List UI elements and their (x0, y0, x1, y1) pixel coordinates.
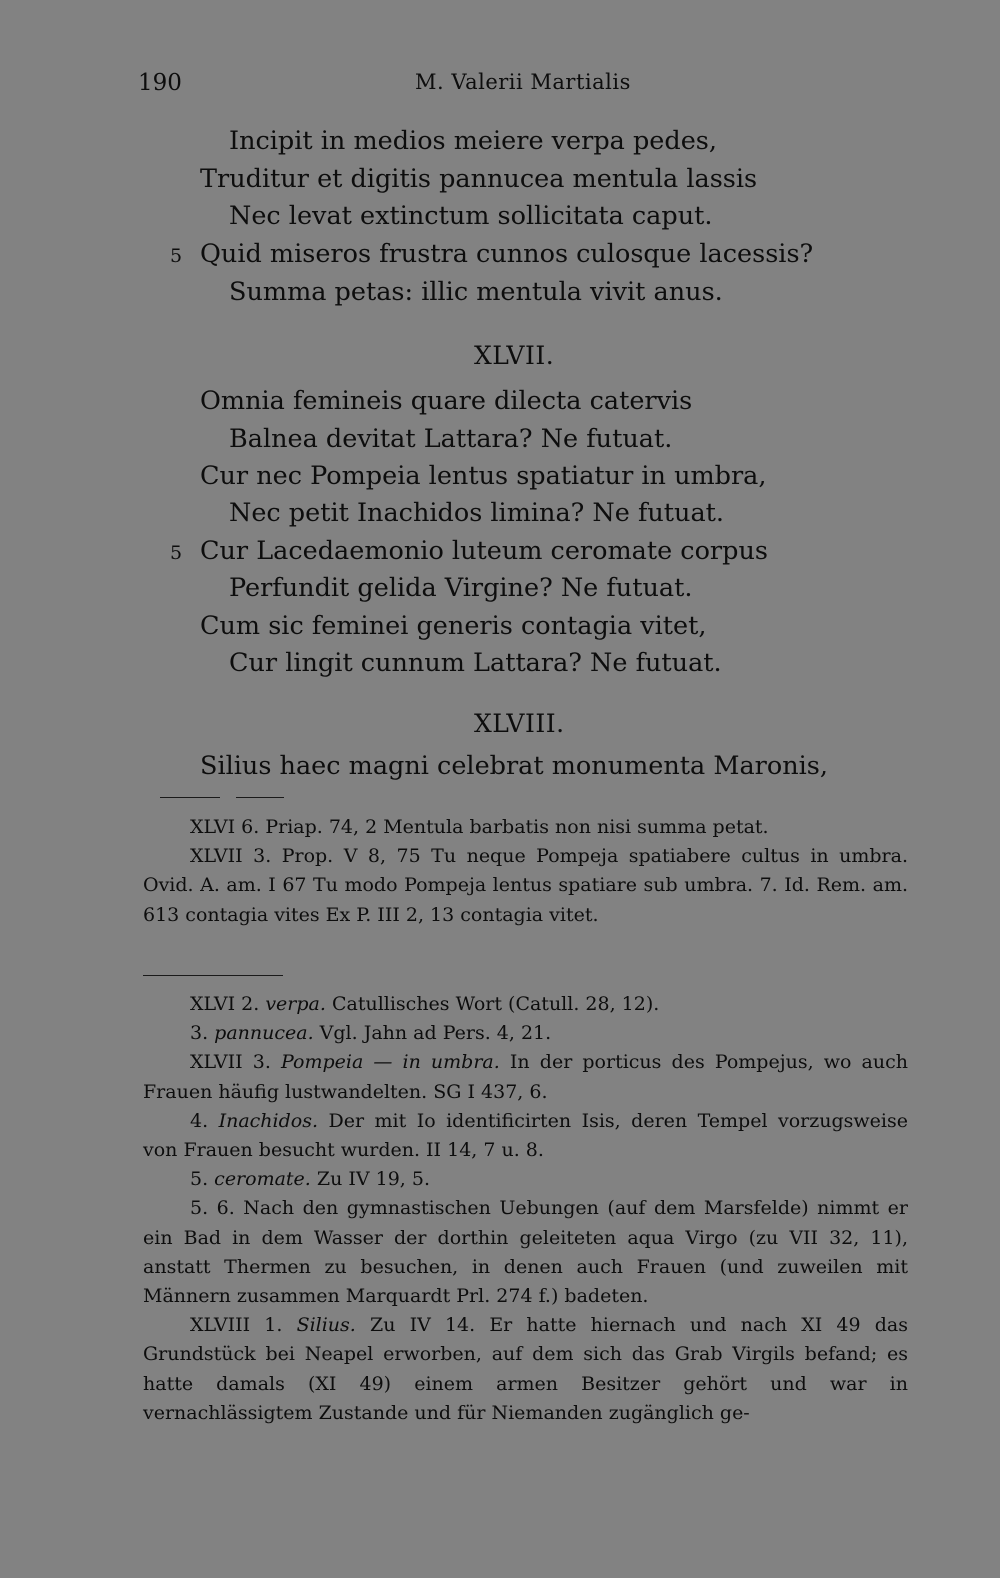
verse-line: Nec petit Inachidos limina? Ne futuat. (229, 498, 725, 528)
verse-line: Perfundit gelida Virgine? Ne futuat. (229, 573, 693, 603)
note-lemma: Silius. (296, 1314, 356, 1337)
line-number: 5 (170, 542, 183, 564)
note-ref: XLVI 2. (190, 993, 266, 1015)
commentary (143, 990, 908, 1428)
note-ref: 5. 6. (190, 1197, 244, 1220)
note-text: In der porticus des Pompejus, wo auch Frauen häufig lustwandelten. SG I 437, 6. (143, 1051, 908, 1103)
note-lemma: verpa. (265, 993, 326, 1015)
note-text: Nach den gymnastischen Uebungen (auf dem Marsfelde) nimmt er ein Bad in dem Wasser der dorthin geleiteten aqua Virgo (zu VII 32, 11), anstatt Thermen zu besuchen, in denen auch Frauen (und zuweilen mit Männern zusammen Marquardt Prl. 274 f.) badeten. (143, 1197, 909, 1308)
verse-line: Truditur et digitis pannucea mentula lassis (200, 164, 758, 194)
note-lemma: Pompeia — in umbra. (280, 1051, 500, 1074)
section-rule (160, 797, 220, 798)
section-rule (143, 975, 283, 976)
verse-line: Nec levat extinctum sollicitata caput. (229, 201, 713, 231)
note-lemma: pannucea. (214, 1022, 314, 1045)
parallels-apparatus (143, 813, 908, 930)
commentary-note (143, 990, 908, 1019)
note-text: Zu IV 14. Er hatte hiernach und nach XI 49 das Grundstück bei Neapel erworben, auf dem sich das Grab Virgils befand; es hatte damals (XI 49) einem armen Besitzer gehört und war in vernachlässigtem Zustande und für Niemanden zugänglich ge- (143, 1314, 908, 1424)
note-text: Catullisches Wort (Catull. 28, 12). (325, 993, 660, 1015)
verse-line: Cur Lacedaemonio luteum ceromate corpus (200, 536, 768, 566)
verse-line: Summa petas: illic mentula vivit anus. (229, 277, 723, 307)
running-title: M. Valerii Martialis (415, 70, 631, 94)
verse-line: Silius haec magni celebrat monumenta Maronis, (200, 751, 828, 781)
commentary-note (143, 1019, 908, 1048)
note-text: Der mit Io identificirten Isis, deren Tempel vorzugsweise von Frauen besucht wurden. II 14, 7 u. 8. (143, 1109, 908, 1162)
commentary-note (143, 1165, 908, 1194)
poem-heading: XLVIII. (474, 709, 565, 738)
commentary-note (143, 1107, 908, 1165)
note-paragraph: XLVI 6. Priap. 74, 2 Mentula barbatis non nisi summa petat. (190, 816, 769, 838)
note-lemma: Inachidos. (218, 1109, 319, 1132)
note-paragraph: XLVII 3. Prop. V 8, 75 Tu neque Pompeja spatiabere cultus in umbra. Ovid. A. am. I 67 Tu modo Pompeja lentus spatiare sub umbra. 7. Id. Rem. am. 613 contagia vites Ex P. III 2, 13 contagia vitet. (143, 845, 908, 926)
commentary-note (143, 1194, 908, 1311)
verse-line: Cum sic feminei generis contagia vitet, (200, 611, 707, 641)
note-ref: 4. (190, 1109, 219, 1132)
page-number: 190 (138, 70, 182, 96)
note-text: Vgl. Jahn ad Pers. 4, 21. (313, 1022, 552, 1045)
note-ref: 3. (190, 1022, 215, 1045)
section-rule (236, 797, 284, 798)
verse-line: Cur nec Pompeia lentus spatiatur in umbra, (200, 461, 767, 491)
verse-line: Cur lingit cunnum Lattara? Ne futuat. (229, 648, 722, 678)
note-text: Zu IV 19, 5. (310, 1168, 431, 1191)
commentary-note (143, 1048, 908, 1106)
verse-line: Quid miseros frustra cunnos culosque lacessis? (200, 239, 814, 269)
running-header (0, 70, 1000, 100)
poem-heading: XLVII. (474, 341, 555, 370)
verse-line: Balnea devitat Lattara? Ne futuat. (229, 424, 673, 454)
note-ref: XLVII 3. (190, 1051, 281, 1074)
note-ref: XLVIII 1. (190, 1314, 297, 1337)
note-lemma: ceromate. (214, 1168, 311, 1191)
commentary-note (143, 1311, 908, 1428)
note-ref: 5. (190, 1168, 215, 1191)
verse-line: Incipit in medios meiere verpa pedes, (229, 126, 717, 156)
verse-line: Omnia femineis quare dilecta catervis (200, 386, 693, 416)
line-number: 5 (170, 245, 183, 267)
